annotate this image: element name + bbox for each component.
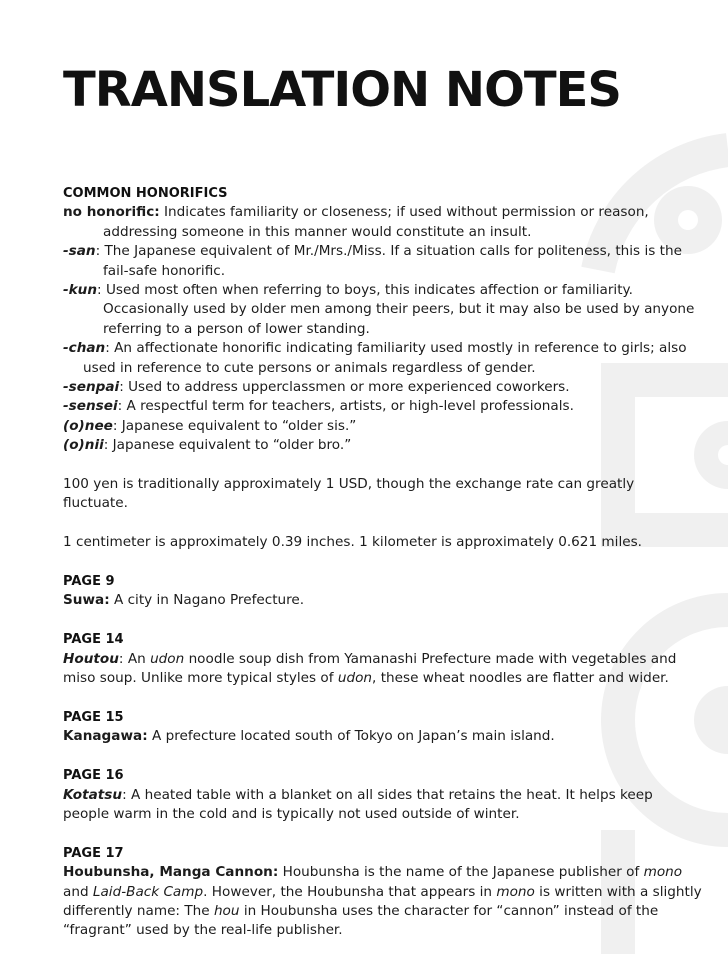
honorific-definition: : Used to address upperclassmen or more experienced coworkers. — [119, 379, 570, 396]
note-italic: udon — [150, 650, 185, 667]
note-entry — [63, 727, 703, 746]
honorific-term: -san — [63, 243, 96, 260]
note-term: Houtou — [63, 650, 119, 667]
page-title: TRANSLATION NOTES — [63, 62, 621, 118]
note-text: Houbunsha is the name of the Japanese publisher of — [278, 864, 644, 881]
honorific-definition: : The Japanese equivalent of Mr./Mrs./Miss. If a situation calls for politeness, this is the fail-safe honorific. — [95, 243, 682, 279]
honorific-entry — [63, 242, 703, 281]
note-text: in Houbunsha uses the character for “cannon” instead of the “fragrant” used by the real-life publisher. — [63, 902, 659, 939]
note-text: : A heated table with a blanket on all sides that retains the heat. It helps keep people warm in the cold and is typically not used outside of winter. — [63, 786, 653, 822]
honorific-definition: : Used most often when referring to boys, this indicates affection or familiarity. Occasionally used by older men among their peers, but it may also be used by anyone referring to a person of lower standing. — [97, 282, 695, 337]
honorific-entry — [63, 339, 703, 378]
honorific-entry — [63, 397, 703, 416]
honorific-definition: : A respectful term for teachers, artists, or high-level professionals. — [117, 398, 574, 415]
note-entry — [63, 786, 703, 825]
honorific-definition: : An affectionate honorific indicating familiarity used mostly in reference to girls; also used in reference to cute persons or animals regardless of gender. — [83, 340, 687, 376]
honorific-term: (o)nii — [63, 437, 104, 454]
page-heading: PAGE 9 — [63, 574, 115, 590]
honorific-term: -kun — [63, 282, 98, 299]
honorific-term: no honorific: — [63, 204, 160, 221]
note-text: , these wheat noodles are flatter and wider. — [372, 670, 669, 687]
honorific-definition: Indicates familiarity or closeness; if used without permission or reason, addressing someone in this manner would constitute an insult. — [103, 204, 649, 240]
honorific-term: -sensei — [63, 398, 118, 415]
page-heading: PAGE 14 — [63, 632, 124, 648]
note-entry — [63, 863, 703, 941]
spacer — [63, 514, 703, 533]
note-term: Kanagawa: — [63, 728, 148, 745]
note-italic: udon — [337, 670, 373, 687]
honorific-term: -chan — [63, 340, 106, 357]
note-italic: hou — [213, 902, 240, 919]
page-heading: PAGE 17 — [63, 845, 124, 861]
note-term: Kotatsu — [63, 786, 123, 803]
honorific-term: (o)nee — [63, 417, 113, 434]
note-text: A prefecture located south of Tokyo on Japan’s main island. — [147, 728, 555, 745]
note-entry — [63, 650, 703, 689]
honorific-definition: : Japanese equivalent to “older bro.” — [103, 437, 352, 454]
spacer — [63, 553, 703, 572]
note-italic: Laid-Back Camp — [92, 883, 204, 900]
yen-note: 100 yen is traditionally approximately 1 USD, though the exchange rate can greatly fluctuate. — [63, 476, 635, 512]
page-heading: PAGE 16 — [63, 768, 124, 784]
honorific-entry — [63, 378, 703, 397]
honorific-term: -senpai — [63, 379, 120, 396]
note-italic: mono — [496, 883, 535, 900]
section-heading-honorifics: COMMON HONORIFICS — [63, 186, 228, 201]
honorific-entry — [63, 417, 703, 436]
note-text: . However, the Houbunsha that appears in — [203, 883, 497, 900]
spacer — [63, 824, 703, 843]
note-term: Suwa: — [63, 592, 110, 609]
note-entry — [63, 591, 703, 610]
note-text: : An — [118, 650, 151, 667]
page-heading: PAGE 15 — [63, 709, 124, 725]
spacer — [63, 611, 703, 630]
note-italic: mono — [643, 864, 683, 881]
honorific-entry — [63, 436, 703, 455]
spacer — [63, 689, 703, 708]
note-term: Houbunsha, Manga Cannon: — [63, 864, 279, 881]
notes-content — [63, 184, 703, 941]
note-text: A city in Nagano Prefecture. — [109, 592, 305, 609]
note-text: and — [63, 883, 93, 900]
note-text: noodle soup dish from Yamanashi Prefecture made with vegetables and miso soup. Unlike more typical styles of — [63, 650, 677, 687]
honorific-entry — [63, 203, 703, 242]
spacer — [63, 747, 703, 766]
honorific-entry — [63, 281, 703, 339]
metric-note: 1 centimeter is approximately 0.39 inches. 1 kilometer is approximately 0.621 miles. — [63, 534, 642, 551]
spacer — [63, 456, 703, 475]
note-text: is written with a slightly differently name: The — [63, 883, 702, 919]
honorific-definition: : Japanese equivalent to “older sis.” — [112, 417, 357, 434]
